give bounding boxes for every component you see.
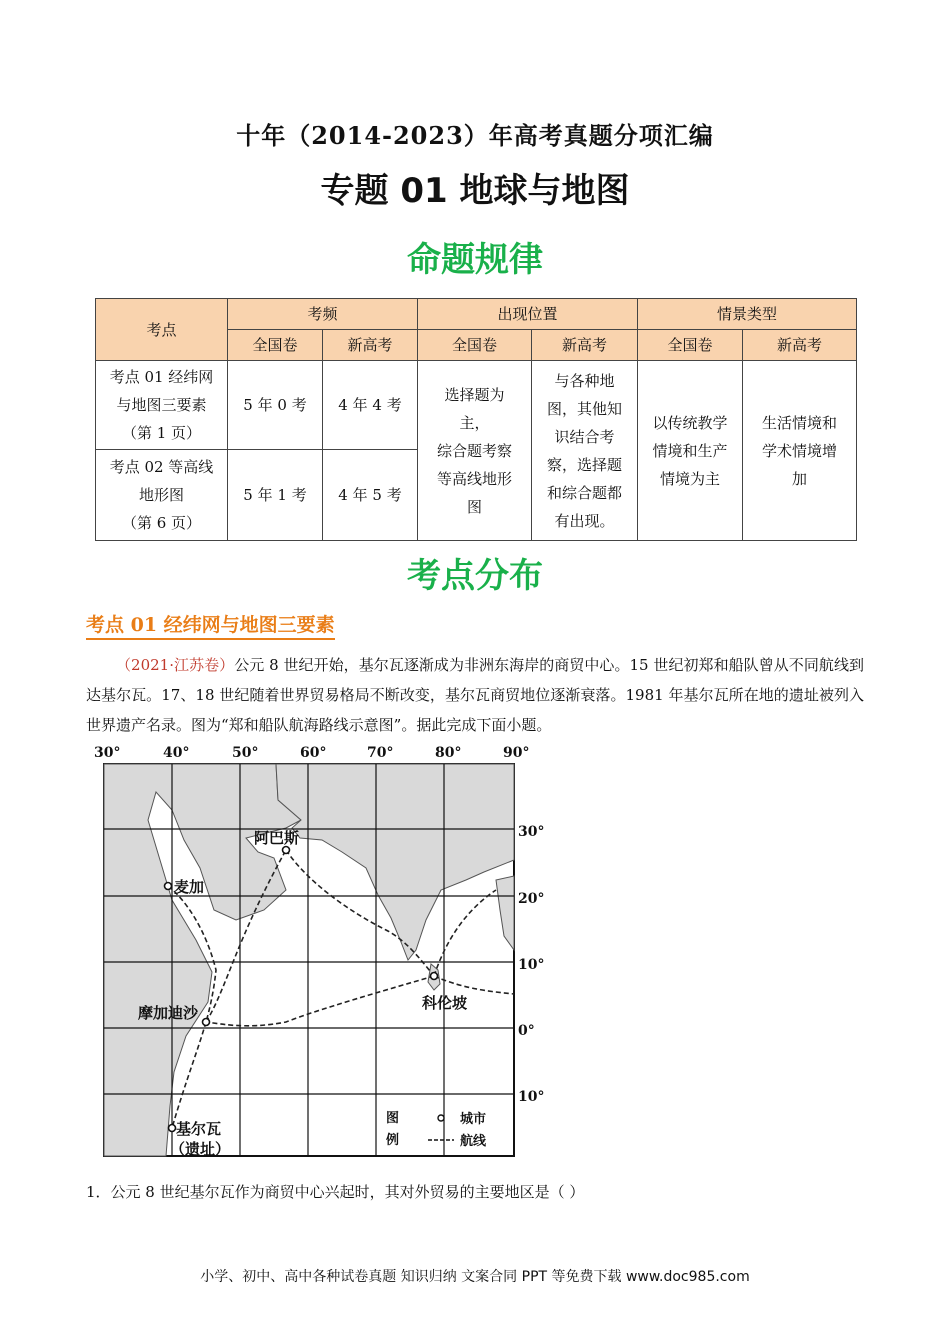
lat-label: 30°: [518, 824, 545, 840]
source-tag: （2021·江苏卷）: [116, 656, 235, 674]
city-label-yizhi: （遗址）: [170, 1140, 231, 1158]
qingjing-xin: 生活情境和 学术情境增 加: [743, 361, 857, 541]
lat-label: 10°: [518, 1089, 545, 1105]
lat-label: 10°: [518, 957, 545, 973]
subheader-xingaokao: 新高考: [323, 330, 418, 361]
row2-quanguo-freq: 5 年 1 考: [228, 450, 323, 541]
subheader-xingaokao: 新高考: [743, 330, 857, 361]
rules-table: [95, 298, 857, 541]
legend-city-label: 城市: [460, 1112, 487, 1127]
weizhi-quanguo: 选择题为 主， 综合题考察 等高线地形 图: [418, 361, 532, 541]
city-marker: [203, 1019, 210, 1026]
document-title: 十年（2014-2023）年高考真题分项汇编: [236, 121, 714, 150]
header-kaopin: 考频: [228, 299, 418, 330]
city-label-mojiadisha: 摩加迪沙: [138, 1004, 199, 1022]
qingjing-quanguo: 以传统教学 情境和生产 情境为主: [638, 361, 743, 541]
header-kaodian: 考点: [96, 299, 228, 361]
legend-title: 例: [386, 1133, 400, 1148]
subheader-quanguo: 全国卷: [418, 330, 532, 361]
lon-label: 80°: [435, 745, 462, 761]
lon-label: 70°: [367, 745, 394, 761]
zhenghe-route-map: [86, 740, 546, 1170]
city-marker: [283, 847, 290, 854]
legend-title: 图: [386, 1111, 400, 1126]
lon-label: 50°: [232, 745, 259, 761]
row1-quanguo-freq: 5 年 0 考: [228, 361, 323, 450]
subheader-quanguo: 全国卷: [228, 330, 323, 361]
header-weizhi: 出现位置: [418, 299, 638, 330]
section-heading-rules: 命题规律: [407, 240, 543, 280]
row2-kaodian: 考点 02 等高线 地形图 （第 6 页）: [96, 450, 228, 541]
row2-xin-freq: 4 年 5 考: [323, 450, 418, 541]
footer-text: 小学、初中、高中各种试卷真题 知识归纳 文案合同 PPT 等免费下载 www.doc985.com: [200, 1269, 750, 1285]
lat-label: 0°: [518, 1023, 535, 1039]
subheader-xingaokao: 新高考: [532, 330, 638, 361]
row1-xin-freq: 4 年 4 考: [323, 361, 418, 450]
header-qingjing: 情景类型: [638, 299, 857, 330]
legend-route-label: 航线: [460, 1134, 487, 1149]
lon-label: 30°: [94, 745, 121, 761]
lon-label: 40°: [163, 745, 190, 761]
city-marker: [431, 973, 438, 980]
stem-text: 公元 8 世纪开始，基尔瓦逐渐成为非洲东海岸的商贸中心。15 世纪初郑和船队曾从不同航线到达基尔瓦。17、18 世纪随着世界贸易格局不断改变，基尔瓦商贸地位逐渐衰落。1981 年基尔瓦所在地的遗址被列入世界遗产名录。图为“郑和船队航海路线示意图”。据此完成下面小题。: [86, 656, 864, 734]
city-label-kelunpo: 科伦坡: [422, 994, 468, 1012]
city-marker: [169, 1125, 176, 1132]
city-label-abasi: 阿巴斯: [254, 829, 300, 847]
row1-kaodian: 考点 01 经纬网 与地图三要素 （第 1 页）: [96, 361, 228, 450]
lat-label: 20°: [518, 891, 545, 907]
question-stem: [86, 650, 864, 740]
city-label-maijia: 麦加: [174, 878, 205, 896]
lon-label: 60°: [300, 745, 327, 761]
lon-label: 90°: [503, 745, 530, 761]
weizhi-xin: 与各种地 图，其他知 识结合考 察，选择题 和综合题都 有出现。: [532, 361, 638, 541]
subheader-quanguo: 全国卷: [638, 330, 743, 361]
city-label-jierwa: 基尔瓦: [176, 1120, 222, 1138]
city-marker: [165, 883, 172, 890]
section-heading-distribution: 考点分布: [407, 556, 543, 596]
kaodian1-heading: 考点 01 经纬网与地图三要素: [86, 612, 335, 640]
topic-title: 专题 01 地球与地图: [320, 171, 630, 211]
question-1: 1．公元 8 世纪基尔瓦作为商贸中心兴起时，其对外贸易的主要地区是（ ）: [86, 1183, 585, 1201]
